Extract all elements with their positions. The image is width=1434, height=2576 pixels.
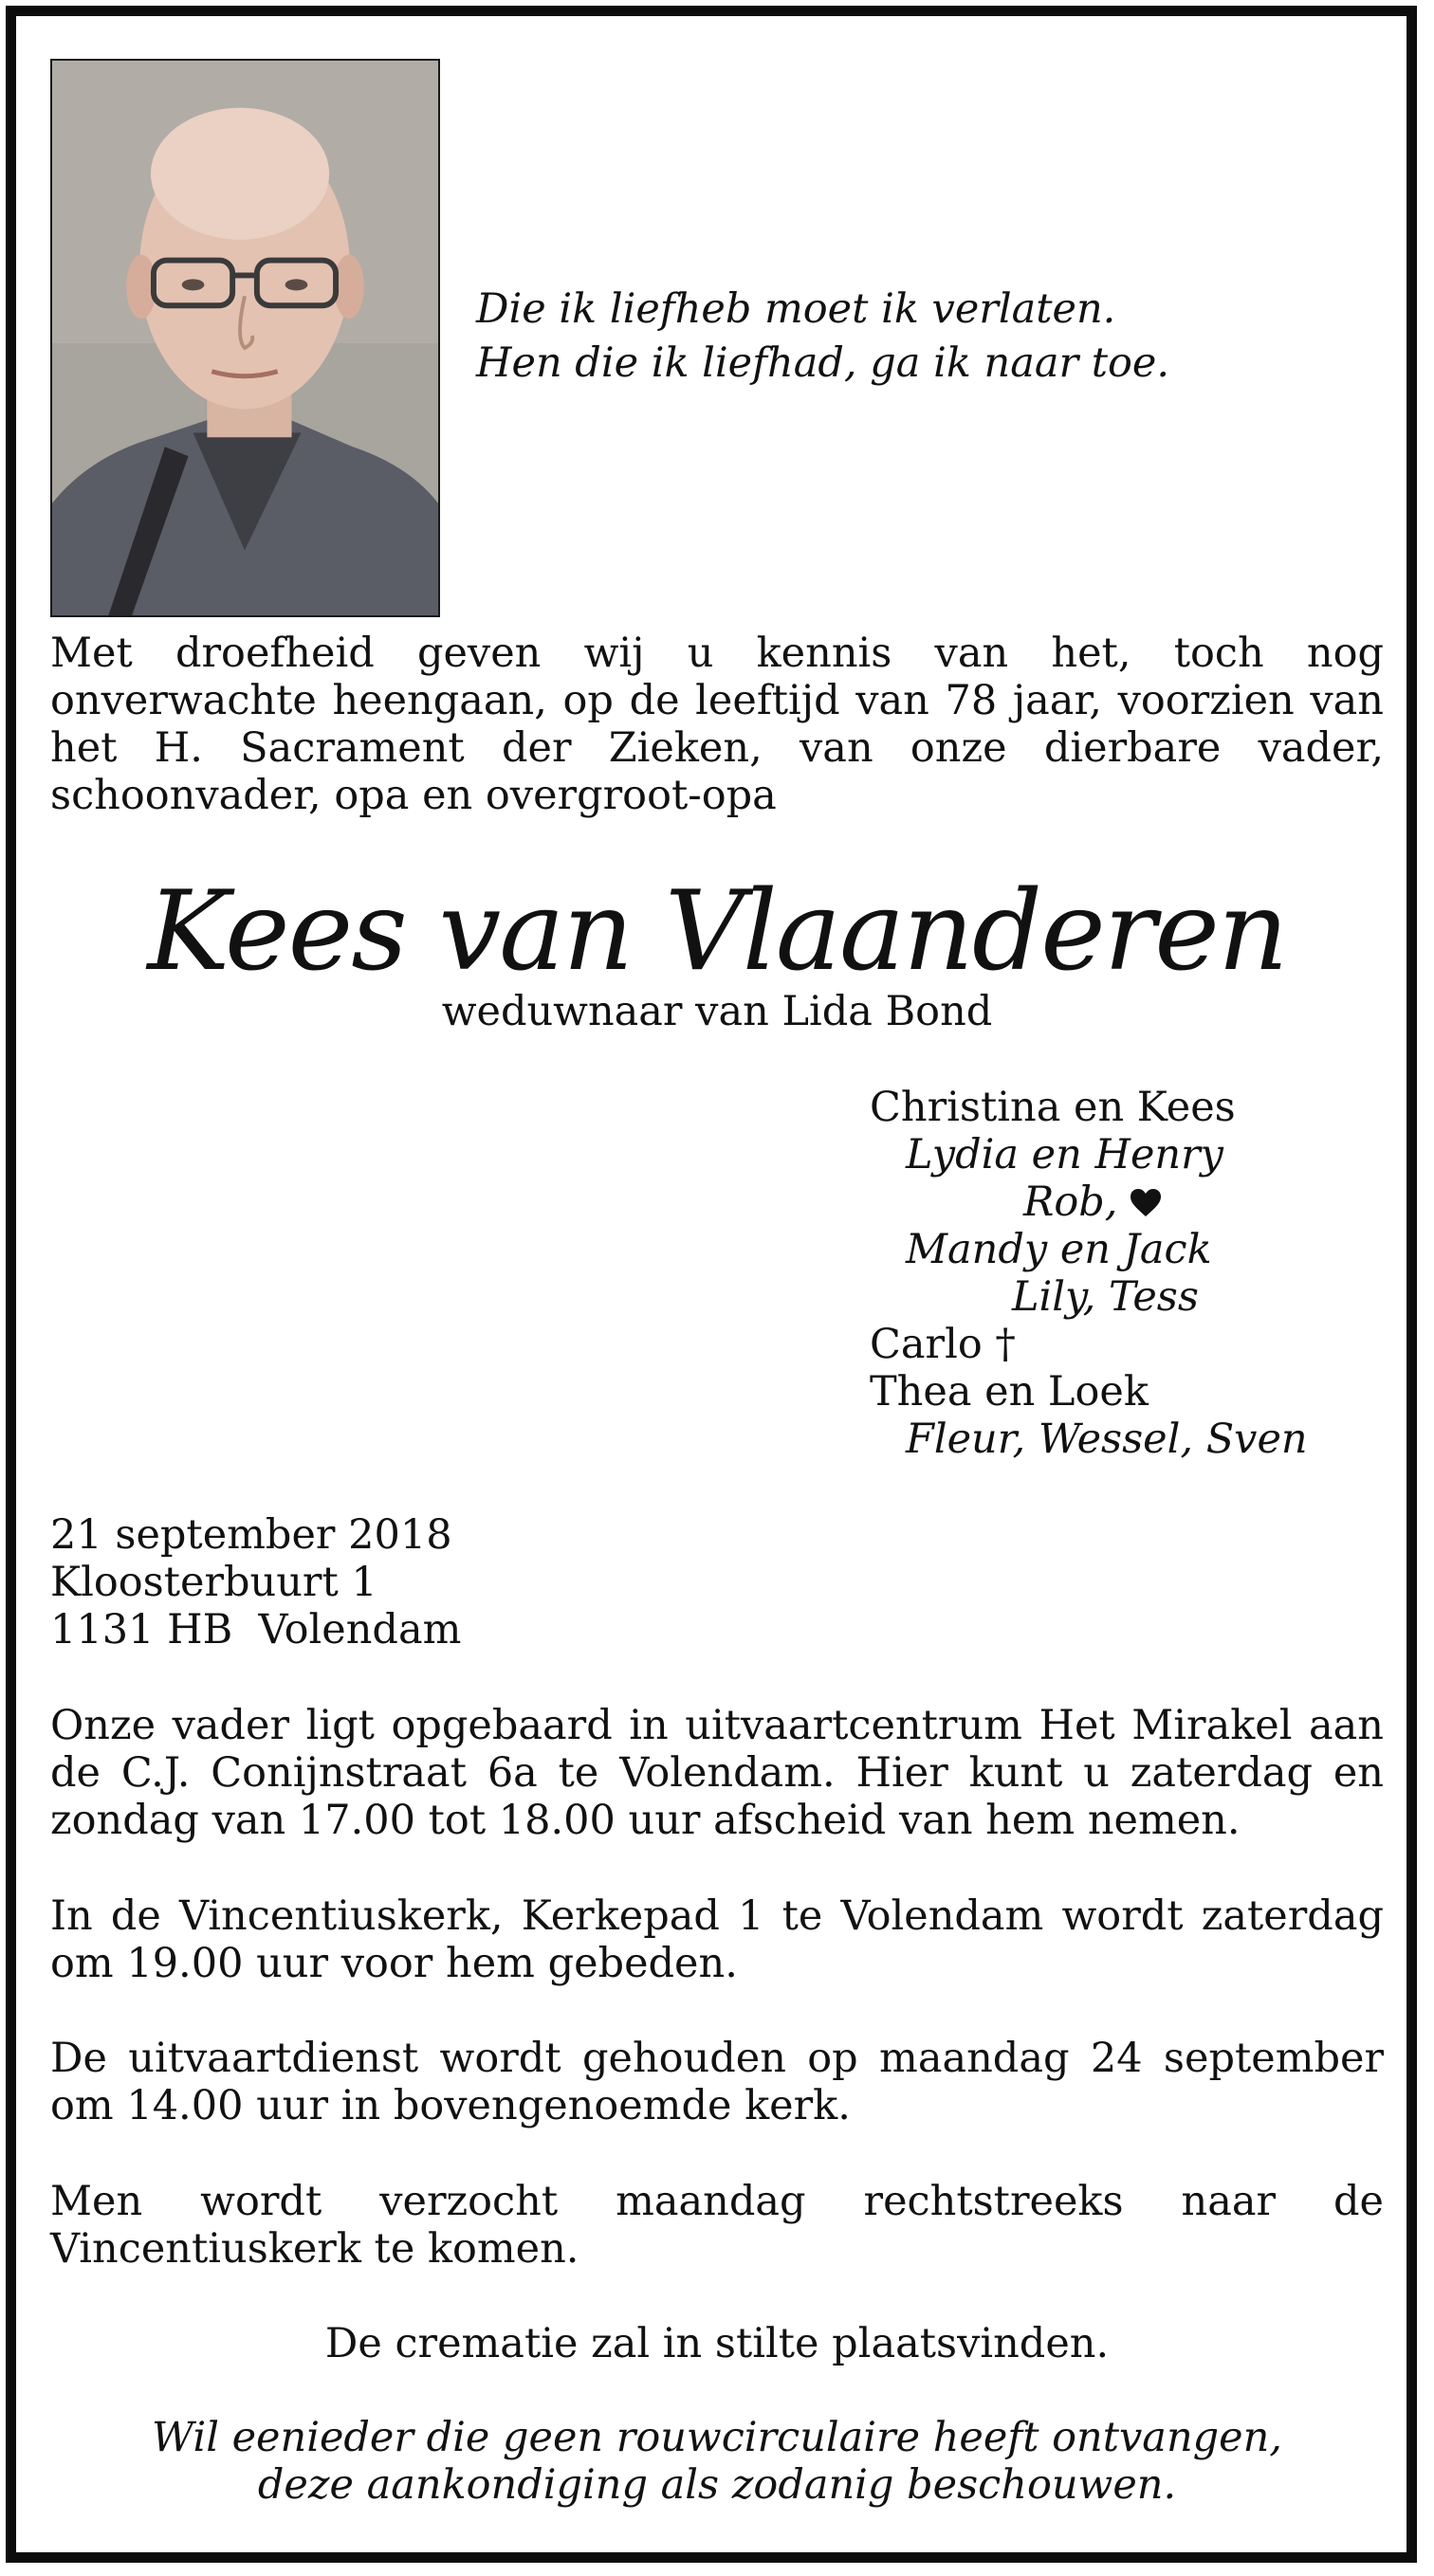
- family-member: Christina en Kees: [870, 1084, 1236, 1131]
- closing-line: Wil eenieder die geen rouwcirculaire heeft ontvangen,: [152, 2414, 1282, 2461]
- address-street: Kloosterbuurt 1: [50, 1559, 377, 1606]
- portrait-illustration: [52, 61, 438, 615]
- paragraph-prayer: In de Vincentiuskerk, Kerkepad 1 te Volendam wordt zaterdag om 19.00 uur voor hem gebeden.: [50, 1892, 1384, 1987]
- quote-line: Hen die ik liefhad, ga ik naar toe.: [476, 339, 1170, 387]
- family-member: Thea en Loek: [870, 1368, 1149, 1416]
- closing-note: [50, 2414, 1384, 2509]
- family-member: Mandy en Jack: [906, 1226, 1212, 1273]
- deceased-subtitle: weduwnaar van Lida Bond: [441, 988, 993, 1035]
- paragraph-viewing: Onze vader ligt opgebaard in uitvaartcentrum Het Mirakel aan de C.J. Conijnstraat 6a te Volendam. Hier kunt u zaterdag en zondag van 17.00 tot 18.00 uur afscheid van hem nemen.: [50, 1702, 1384, 1844]
- family-member: Fleur, Wessel, Sven: [906, 1416, 1308, 1463]
- closing-line: deze aankondiging als zodanig beschouwen.: [257, 2461, 1177, 2509]
- deceased-name-text: Kees van Vlaanderen: [147, 868, 1287, 996]
- deceased-name: [50, 865, 1384, 1007]
- announcement-date: 21 september 2018: [50, 1511, 452, 1559]
- cremation-note: De crematie zal in stilte plaatsvinden.: [324, 2320, 1110, 2367]
- paragraph-directions: Men wordt verzocht maandag rechtstreeks naar de Vincentiuskerk te komen.: [50, 2178, 1384, 2273]
- paragraph-funeral: De uitvaartdienst wordt gehouden op maandag 24 september om 14.00 uur in bovengenoemde kerk.: [50, 2035, 1384, 2129]
- address-city: 1131 HB Volendam: [50, 1606, 462, 1653]
- heart-icon: [1131, 1189, 1161, 1217]
- family-member: Lydia en Henry: [906, 1131, 1223, 1178]
- family-list: [870, 1084, 1401, 1463]
- family-member: Carlo †: [870, 1321, 1016, 1368]
- family-member: Lily, Tess: [1012, 1273, 1199, 1321]
- deceased-name-script: [50, 865, 1384, 1007]
- quote: [476, 283, 1387, 391]
- portrait-photo: [50, 59, 440, 617]
- address-block: [50, 1511, 1384, 1653]
- intro-paragraph: Met droefheid geven wij u kennis van het, toch nog onverwachte heengaan, op de leeftijd van 78 jaar, voorzien van het H. Sacrament der Zieken, van onze dierbare vader, schoonvader, opa en overgroot-opa: [50, 630, 1384, 819]
- family-member-name: Rob,: [1023, 1178, 1118, 1226]
- quote-line: Die ik liefheb moet ik verlaten.: [476, 285, 1116, 333]
- family-member: [870, 1178, 1401, 1226]
